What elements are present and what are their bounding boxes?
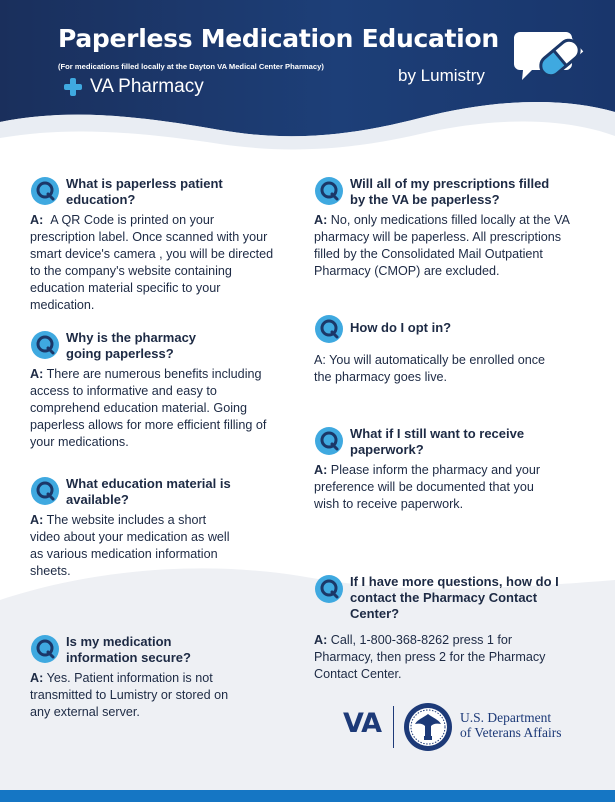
question-text: If I have more questions, how do I contact the Pharmacy Contact Center?	[350, 574, 559, 621]
answer-text	[30, 670, 245, 721]
va-seal-icon	[403, 702, 453, 752]
qa-item	[314, 314, 584, 386]
answer-text	[30, 512, 235, 580]
answer-text	[314, 212, 574, 280]
qa-question-row	[314, 314, 584, 344]
qa-item	[314, 574, 584, 683]
dept-line1: U.S. Department	[460, 710, 552, 725]
va-department-name	[460, 710, 561, 740]
q-magnifier-icon	[314, 176, 344, 206]
qa-question-row	[314, 176, 584, 208]
q-magnifier-icon	[30, 330, 60, 360]
qa-question-row	[314, 574, 584, 622]
qa-question-row	[314, 426, 584, 458]
page-subtitle: (For medications filled locally at the Dayton VA Medical Center Pharmacy)	[58, 62, 324, 71]
q-magnifier-icon	[314, 574, 344, 604]
answer-text	[30, 366, 280, 451]
qa-question-row	[30, 634, 285, 666]
question-text: What if I still want to receive paperwork?	[350, 426, 525, 457]
answer-text	[314, 632, 564, 683]
answer-label: A:	[30, 671, 44, 685]
logo-divider	[393, 706, 394, 748]
answer-text	[314, 352, 549, 386]
answer-body: The website includes a short video about your medication as well as various medication information sheets.	[30, 513, 230, 578]
question-text: Is my medication information secure?	[66, 634, 191, 665]
qa-item	[30, 476, 285, 580]
qa-item	[30, 176, 285, 314]
qa-item	[30, 634, 285, 721]
q-magnifier-icon	[314, 314, 344, 344]
answer-body: Please inform the pharmacy and your preference will be documented that you wish to receive paperwork.	[314, 463, 541, 511]
answer-text	[314, 462, 544, 513]
answer-label: A:	[314, 463, 328, 477]
answer-body: A QR Code is printed on your prescription label. Once scanned with your smart device's camera , you will be directed to the company's website containing education material specific to your medication.	[30, 213, 274, 312]
answer-body: No, only medications filled locally at the VA pharmacy will be paperless. All prescriptions filled by the Consolidated Mail Outpatient Pharmacy (CMOP) are excluded.	[314, 213, 570, 278]
dept-line2: of Veterans Affairs	[460, 725, 562, 740]
answer-label: A:	[30, 367, 44, 381]
answer-body: There are numerous benefits including access to informative and easy to comprehend education material. Going paperless allows for more efficient filling of your medications.	[30, 367, 267, 449]
answer-body: A: You will automatically be enrolled once the pharmacy goes live.	[314, 353, 546, 384]
answer-text	[30, 212, 280, 314]
q-magnifier-icon	[314, 426, 344, 456]
qa-item	[314, 176, 584, 280]
chat-pill-icon	[510, 28, 588, 84]
qa-question-row	[30, 176, 285, 208]
q-magnifier-icon	[30, 476, 60, 506]
question-text: What is paperless patient education?	[66, 176, 223, 207]
q-magnifier-icon	[30, 176, 60, 206]
plus-icon	[64, 78, 82, 96]
question-text: Will all of my prescriptions filled by the VA be paperless?	[350, 176, 550, 207]
question-text: What education material is available?	[66, 476, 231, 507]
answer-label: A:	[314, 633, 328, 647]
qa-item	[314, 426, 584, 513]
pharmacy-name: VA Pharmacy	[90, 76, 204, 97]
qa-item	[30, 330, 285, 451]
question-text: How do I opt in?	[350, 320, 452, 335]
qa-question-row	[30, 476, 285, 508]
q-magnifier-icon	[30, 634, 60, 664]
brand-label: by Lumistry	[398, 66, 485, 85]
pharmacy-label	[64, 76, 204, 98]
answer-label: A:	[30, 213, 44, 227]
answer-body: Call, 1-800-368-8262 press 1 for Pharmacy, then press 2 for the Pharmacy Contact Center.	[314, 633, 546, 681]
footer-bar	[0, 790, 615, 802]
answer-label: A:	[30, 513, 44, 527]
va-logo: VA	[343, 708, 381, 739]
answer-label: A:	[314, 213, 328, 227]
answer-body: Yes. Patient information is not transmitted to Lumistry or stored on any external server.	[30, 671, 229, 719]
page-title: Paperless Medication Education	[58, 24, 499, 53]
question-text: Why is the pharmacy going paperless?	[66, 330, 197, 361]
qa-question-row	[30, 330, 285, 362]
